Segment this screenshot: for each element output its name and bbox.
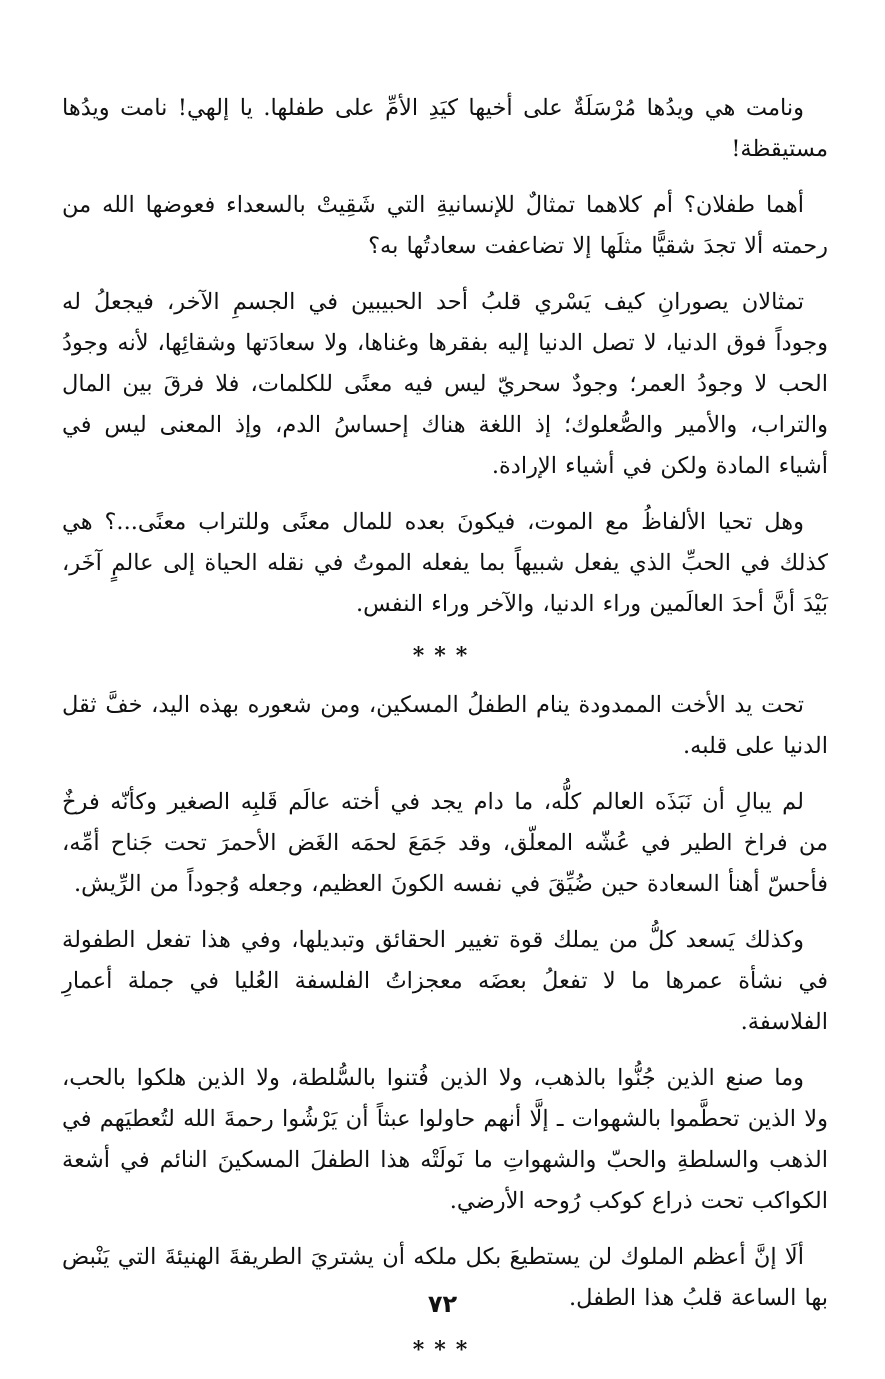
paragraph-8: وما صنع الذين جُنُّوا بالذهب، ولا الذين فُتنوا بالسُّلطة، ولا الذين هلكوا بالحب، ولا الذين تحطَّموا بالشهوات ـ إلَّا أنهم حاولوا عبثاً أن يَرْشُوا رحمةَ الله لتُعطيَهم في الذهب والسلطةِ والحبّ والشهواتِ ما نَولَتْه هذا الطفلَ المسكينَ النائم في أشعة الكواكب تحت ذراع كوكب رُوحه الأرضي. xyxy=(62,1065,828,1214)
paragraph-3: تمثالان يصورانِ كيف يَسْري قلبُ أحد الحبيبين في الجسمِ الآخر، فيجعلُ له وجوداً فوق الدنيا، لا تصل الدنيا إليه بفقرها وغناها، ولا سعادَتها وشقائِها، لأنه وجودُ الحب لا وجودُ العمر؛ وجودٌ سحريّ ليس فيه معنًى للكلمات، فلا فرقَ بين المال والتراب، والأمير والصُّعلوك؛ إذ اللغة هناك إحساسُ الدم، وإذ المعنى ليس في أشياء المادة ولكن في أشياء الإرادة. xyxy=(62,289,828,479)
paragraph-1: ونامت هي ويدُها مُرْسَلَةٌ على أخيها كيَدِ الأمِّ على طفلها. يا إلهي! نامت ويدُها مستيقظة! xyxy=(62,95,828,162)
section-separator: *** xyxy=(412,1337,478,1363)
paragraph-9: ألَا إنَّ أعظم الملوك لن يستطيعَ بكل ملكه أن يشتريَ الطريقةَ الهنيئةَ التي يَنْبض بها الساعة قلبُ هذا الطفل. xyxy=(62,1244,828,1311)
paragraph-4: وهل تحيا الألفاظُ مع الموت، فيكونَ بعده للمال معنًى وللتراب معنًى...؟ هي كذلك في الحبِّ الذي يفعل شبيهاً بما يفعله الموتُ في نقله الحياة إلى عالمٍ آخَر، بَيْدَ أنَّ أحدَ العالَمين وراء الدنيا، والآخر وراء النفس. xyxy=(62,509,828,617)
paragraph-6: لم يبالِ أن نَبَذَه العالم كلُّه، ما دام يجد في أخته عالَم قَلبِه الصغير وكأنّه فرخٌ من فراخ الطير في عُشّه المعلّق، وقد جَمَعَ لحمَه الغَض الأحمرَ تحت جَناح أمِّه، فأحسّ أهنأ السعادة حين ضُيِّقَ في نفسه الكونَ العظيم، وجعله وُجوداً من الرِّيش. xyxy=(62,789,828,897)
paragraph-2: أهما طفلان؟ أم كلاهما تمثالٌ للإنسانيةِ التي شَقِيتْ بالسعداء فعوضها الله من رحمته ألا تجدَ شقيًّا مثلَها إلا تضاعفت سعادتُها به؟ xyxy=(62,192,828,259)
section-separator: *** xyxy=(412,643,478,669)
paragraph-7: وكذلك يَسعد كلُّ من يملك قوة تغيير الحقائق وتبديلها، وفي هذا تفعل الطفولة في نشأة عمرها ما لا تفعلُ بعضَه معجزاتُ الفلسفة العُليا في جملة أعمارِ الفلاسفة. xyxy=(62,927,828,1035)
page-body xyxy=(62,88,828,1379)
page-number: ٧٢ xyxy=(427,1290,458,1318)
paragraph-5: تحت يد الأخت الممدودة ينام الطفلُ المسكين، ومن شعوره بهذه اليد، خفَّ ثقل الدنيا على قلبه. xyxy=(62,692,828,759)
